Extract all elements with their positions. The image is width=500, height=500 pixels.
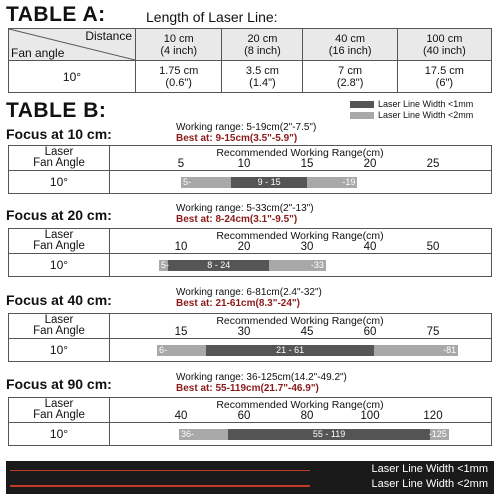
cell-line2: (2.8") xyxy=(336,76,364,89)
range-tick-label: 5 xyxy=(177,158,185,170)
legend-item-thick xyxy=(350,110,473,120)
laser-sample-strip xyxy=(6,461,494,494)
fan-angle-value: 10° xyxy=(49,258,69,272)
cell-line1: 17.5 cm xyxy=(424,64,464,77)
range-tick-label: 20 xyxy=(363,158,377,170)
table-a-value-row xyxy=(9,61,492,93)
cell-line2: (0.6") xyxy=(165,76,192,89)
range-high-label: -81 xyxy=(443,345,457,355)
range-tick-label: 10 xyxy=(237,158,251,170)
range-tick-label: 60 xyxy=(363,326,377,338)
working-range-text: Working range: 6-81cm(2.4"-32") xyxy=(176,287,322,298)
table-a-header-row xyxy=(9,29,492,61)
table-b-title: TABLE B: xyxy=(6,99,107,122)
range-tick-label: 40 xyxy=(363,241,377,253)
range-tick-label: 80 xyxy=(300,410,314,422)
best-range-label: 55 - 119 xyxy=(312,429,346,439)
range-tick-label: 15 xyxy=(300,158,314,170)
fan-angle-value: 10° xyxy=(49,175,69,189)
col-line2: (4 inch) xyxy=(160,44,198,57)
fan-angle-label: Fan angle xyxy=(11,46,65,60)
range-tick-label: 30 xyxy=(237,326,251,338)
range-tick-label: 50 xyxy=(426,241,440,253)
range-low-label: 5- xyxy=(183,177,192,187)
cell-line1: 3.5 cm xyxy=(245,64,279,77)
working-range-text: Working range: 5-33cm(2"-13") xyxy=(176,203,314,214)
cell-line2: (6") xyxy=(435,76,454,89)
section-title: Focus at 40 cm: xyxy=(6,292,112,308)
range-tick-label: 10 xyxy=(174,241,188,253)
range-tick-label: 60 xyxy=(237,410,251,422)
legend-swatch-light xyxy=(350,112,374,119)
range-table xyxy=(8,228,492,277)
table-a-col-header xyxy=(303,29,397,61)
table-a-cell xyxy=(303,61,397,93)
laser-fan-angle-label: Laser Fan Angle xyxy=(33,146,85,169)
col-line1: 40 cm xyxy=(335,32,366,45)
range-tick-label: 30 xyxy=(300,241,314,253)
thick-laser-label: Laser Line Width <2mm xyxy=(371,478,488,490)
table-a-corner-cell xyxy=(9,29,136,61)
cell-line1: 7 cm xyxy=(338,64,363,77)
working-range-text: Working range: 36-125cm(14.2"-49.2") xyxy=(176,372,347,383)
range-high-label: -19 xyxy=(342,177,356,187)
thin-laser-line xyxy=(10,470,310,471)
thick-laser-line xyxy=(10,485,310,487)
table-a-cell xyxy=(222,61,303,93)
table-a-cell xyxy=(397,61,491,93)
range-title: Recommended Working Range(cm) xyxy=(216,147,384,159)
working-range-text: Working range: 5-19cm(2"-7.5") xyxy=(176,122,317,133)
table-a-subtitle: Length of Laser Line: xyxy=(146,9,278,25)
section-title: Focus at 20 cm: xyxy=(6,207,112,223)
range-low-label: 5- xyxy=(161,260,170,270)
thin-laser-label: Laser Line Width <1mm xyxy=(371,463,488,475)
range-table xyxy=(8,313,492,362)
range-high-label: -125 xyxy=(428,429,447,439)
laser-fan-angle-label: Laser Fan Angle xyxy=(33,229,85,252)
range-tick-label: 15 xyxy=(174,326,188,338)
distance-label: Distance xyxy=(85,29,132,43)
table-a-col-header xyxy=(222,29,303,61)
range-tick-label: 45 xyxy=(300,326,314,338)
laser-fan-angle-label: Laser Fan Angle xyxy=(33,314,85,337)
best-range-label: 21 - 61 xyxy=(276,345,305,355)
table-a-row-label: 10° xyxy=(9,61,136,93)
range-tick-label: 75 xyxy=(426,326,440,338)
legend-swatch-dark xyxy=(350,101,374,108)
legend-label: Laser Line Width <1mm xyxy=(378,99,474,109)
table-a xyxy=(8,28,492,93)
range-high-label: -33 xyxy=(310,260,324,270)
col-line2: (8 inch) xyxy=(244,44,281,57)
best-at-text: Best at: 9-15cm(3.5"-5.9") xyxy=(176,133,298,144)
table-a-col-header xyxy=(397,29,491,61)
best-range-label: 8 - 24 xyxy=(207,260,231,270)
col-line1: 20 cm xyxy=(247,32,278,45)
range-tick-label: 40 xyxy=(174,410,188,422)
cell-line1: 1.75 cm xyxy=(159,64,199,77)
range-tick-label: 100 xyxy=(360,410,380,422)
laser-fan-angle-label: Laser Fan Angle xyxy=(33,398,85,421)
range-table xyxy=(8,397,492,446)
best-at-text: Best at: 55-119cm(21.7"-46.9") xyxy=(176,383,319,394)
legend-item-thin xyxy=(350,99,473,109)
range-title: Recommended Working Range(cm) xyxy=(216,315,384,327)
col-line2: (40 inch) xyxy=(422,44,466,57)
col-line2: (16 inch) xyxy=(328,44,372,57)
fan-angle-value: 10° xyxy=(49,427,69,441)
range-title: Recommended Working Range(cm) xyxy=(216,230,384,242)
range-table xyxy=(8,145,492,194)
table-a-title: TABLE A: xyxy=(6,3,106,26)
col-line1: 100 cm xyxy=(426,32,463,45)
section-title: Focus at 90 cm: xyxy=(6,376,112,392)
range-tick-label: 25 xyxy=(426,158,440,170)
range-tick-label: 20 xyxy=(237,241,251,253)
range-low-label: 6- xyxy=(159,345,168,355)
best-at-text: Best at: 8-24cm(3.1"-9.5") xyxy=(176,214,298,225)
legend-label: Laser Line Width <2mm xyxy=(378,110,474,120)
fan-angle-value: 10° xyxy=(49,343,69,357)
table-a-col-header xyxy=(136,29,222,61)
range-tick-label: 120 xyxy=(423,410,443,422)
range-title: Recommended Working Range(cm) xyxy=(216,399,384,411)
best-at-text: Best at: 21-61cm(8.3"-24") xyxy=(176,298,300,309)
range-low-label: 36- xyxy=(181,429,195,439)
col-line1: 10 cm xyxy=(163,32,194,45)
table-a-cell xyxy=(136,61,222,93)
section-title: Focus at 10 cm: xyxy=(6,126,112,142)
cell-line2: (1.4") xyxy=(249,76,276,89)
best-range-label: 9 - 15 xyxy=(257,177,281,187)
